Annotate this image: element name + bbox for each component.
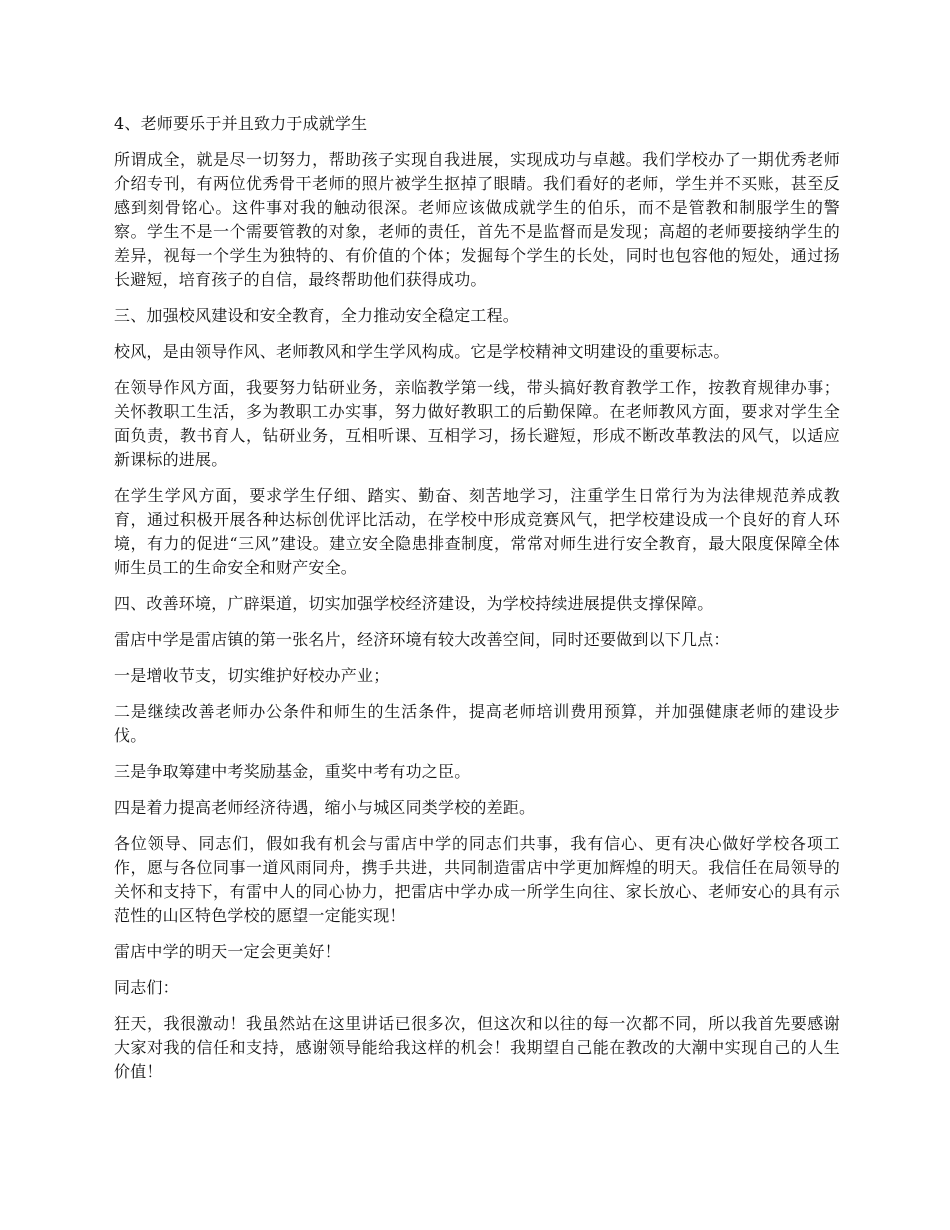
section-heading-teacher-achieve-students: 4、老师要乐于并且致力于成就学生 <box>114 114 368 133</box>
list-item-point-three: 三是争取筹建中考奖励基金，重奖中考有功之臣。 <box>114 762 471 781</box>
paragraph-school-spirit-definition: 校风，是由领导作风、老师教风和学生学风构成。它是学校精神文明建设的重要标志。 <box>114 342 730 361</box>
paragraph-fulfillment: 所谓成全，就是尽一切努力，帮助孩子实现自我进展，实现成功与卓越。我们学校办了一期优秀老师介绍专刊，有两位优秀骨干老师的照片被学生抠掉了眼睛。我们看好的老师，学生并不买账，甚至反感到刻骨铭心。这件事对我的触动很深。老师应该做成就学生的伯乐，而不是管教和制服学生的警察。学生不是一个需要管教的对象，老师的责任，首先不是监督而是发现；高超的老师要接纳学生的差异，视每一个学生为独特的、有价值的个体；发掘每个学生的长处，同时也包容他的短处，通过扬长避短，培育孩子的自信，最终帮助他们获得成功。 <box>114 150 840 289</box>
salutation-comrades: 同志们： <box>114 978 179 997</box>
list-item-point-four: 四是着力提高老师经济待遇，缩小与城区同类学校的差距。 <box>114 798 536 817</box>
paragraph-closing-commitment: 各位领导、同志们，假如我有机会与雷店中学的同志们共事，我有信心、更有决心做好学校各项工作，愿与各位同事一道风雨同舟，携手共进，共同制造雷店中学更加辉煌的明天。我信任在局领导的关怀和支持下，有雷中人的同心协力，把雷店中学办成一所学生向往、家长放心、老师安心的具有示范性的山区特色学校的愿望一定能实现！ <box>114 834 840 925</box>
section-heading-environment-economy: 四、改善环境，广辟渠道，切实加强学校经济建设，为学校持续进展提供支撑保障。 <box>114 594 714 613</box>
list-item-point-two: 二是继续改善老师办公条件和师生的生活条件，提高老师培训费用预算，并加强健康老师的建设步伐。 <box>114 702 840 745</box>
paragraph-leadership-teaching-style: 在领导作风方面，我要努力钻研业务，亲临教学第一线，带头搞好教育教学工作，按教育规律办事；关怀教职工生活，多为教职工办实事，努力做好教职工的后勤保障。在老师教风方面，要求对学生全面负责，教书育人，钻研业务，互相听课、互相学习，扬长避短，形成不断改革教法的风气，以适应新课标的进展。 <box>114 378 840 469</box>
paragraph-student-study-style: 在学生学风方面，要求学生仔细、踏实、勤奋、刻苦地学习，注重学生日常行为为法律规范养成教育，通过积极开展各种达标创优评比活动，在学校中形成竞赛风气，把学校建设成一个良好的育人环境，有力的促进“三风”建设。建立安全隐患排查制度，常常对师生进行安全教育，最大限度保障全体师生员工的生命安全和财产安全。 <box>114 486 840 577</box>
paragraph-school-business-card: 雷店中学是雷店镇的第一张名片，经济环境有较大改善空间，同时还要做到以下几点： <box>114 630 730 649</box>
paragraph-better-tomorrow: 雷店中学的明天一定会更美好！ <box>114 942 341 961</box>
paragraph-opening-remarks: 狂天，我很激动！我虽然站在这里讲话已很多次，但这次和以往的每一次都不同，所以我首先要感谢大家对我的信任和支持，感谢领导能给我这样的机会！我期望自己能在教改的大潮中实现自己的人生价值！ <box>114 1014 840 1081</box>
document-body <box>114 112 840 1096</box>
section-heading-school-spirit-safety: 三、加强校风建设和安全教育，全力推动安全稳定工程。 <box>114 306 520 325</box>
list-item-point-one: 一是增收节支，切实维护好校办产业； <box>114 666 390 685</box>
